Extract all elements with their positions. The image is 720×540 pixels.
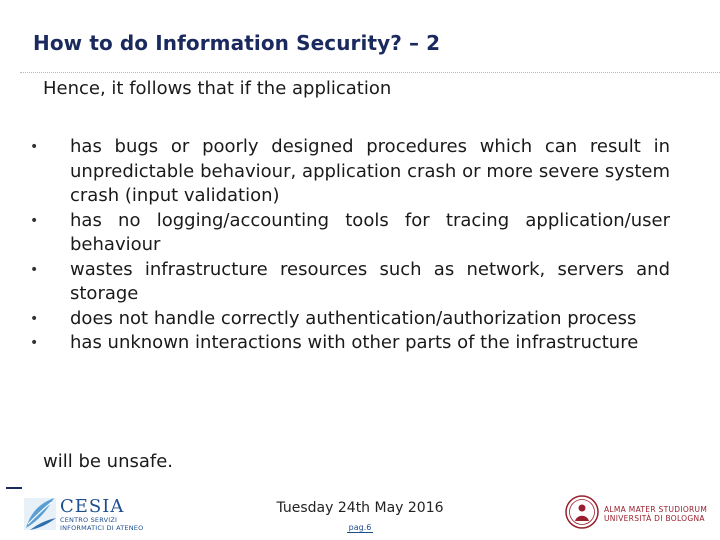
page-number	[0, 523, 720, 532]
bullet-item	[30, 135, 670, 209]
intro-text: Hence, it follows that if the application	[43, 78, 392, 99]
bullet-text: has bugs or poorly designed procedures which can result in unpredictable behaviour, application crash or more severe system crash (input validation)	[70, 136, 670, 206]
bullet-icon: •	[30, 261, 39, 278]
unibo-logo-text	[604, 505, 707, 523]
footer-accent-mark	[6, 487, 22, 489]
bullet-text: does not handle correctly authentication/authorization process	[70, 307, 637, 329]
unibo-line: UNIVERSITÀ DI BOLOGNA	[604, 514, 705, 523]
bullet-list	[30, 135, 670, 356]
bullet-item	[30, 258, 670, 307]
university-seal-icon	[565, 495, 599, 529]
bullet-item	[30, 307, 670, 332]
bullet-text: has unknown interactions with other parts of the infrastructure	[70, 332, 639, 353]
cesia-subtitle-line: INFORMATICI DI ATENEO	[60, 524, 144, 532]
slide-title: How to do Information Security? – 2	[33, 31, 441, 55]
bullet-icon: •	[30, 139, 39, 155]
title-divider	[20, 72, 720, 73]
bullet-icon: •	[30, 310, 39, 327]
cesia-logo-name: CESIA	[60, 496, 125, 517]
bullet-text: has no logging/accounting tools for tracing application/user behaviour	[70, 209, 670, 255]
cesia-subtitle-line: CENTRO SERVIZI	[60, 516, 118, 524]
bullet-item	[30, 331, 670, 356]
bullet-text: wastes infrastructure resources such as network, servers and storage	[70, 258, 670, 304]
bullet-icon: •	[30, 212, 39, 229]
bullet-item	[30, 209, 670, 258]
bullet-icon: •	[30, 335, 39, 351]
footer-date: Tuesday 24th May 2016	[276, 500, 444, 516]
unibo-line: ALMA MATER STUDIORUM	[604, 505, 708, 514]
page-number-label: pag.6	[348, 523, 372, 532]
conclusion-text: will be unsafe.	[43, 451, 174, 472]
